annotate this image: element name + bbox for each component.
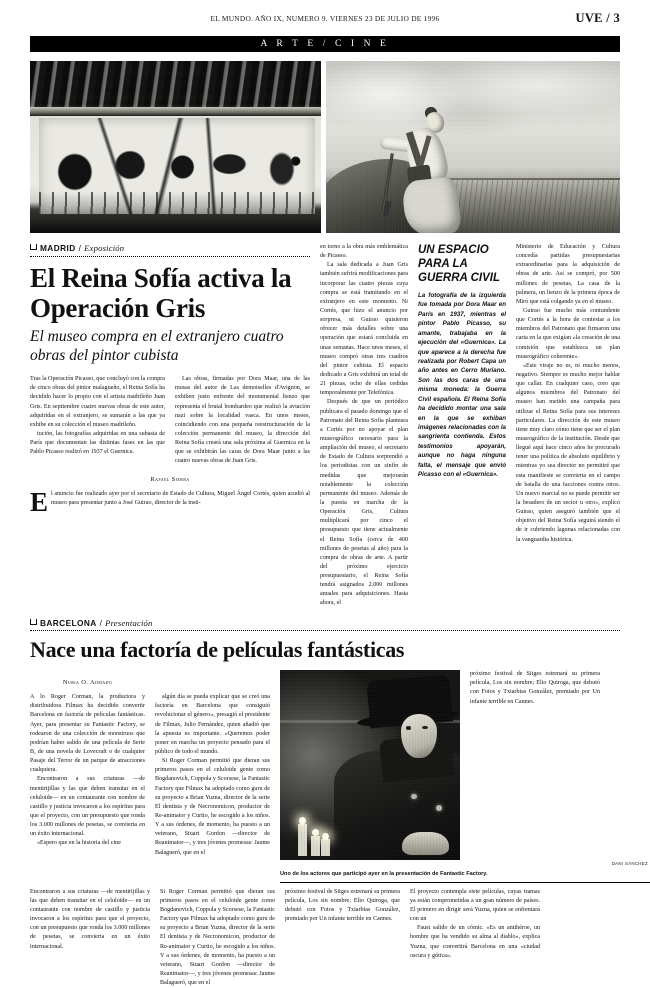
article2-para-5-cont: próximo festival de Sitges estrenará su primera película, Los sin nombre; Elio Quiroga, que debutó con Fotos y Txiarbias González, premiado por Un infante terrible en Cannes. — [285, 888, 400, 923]
square-bullet-icon — [30, 244, 37, 250]
article2-kicker-rule — [30, 630, 620, 631]
article2-para-0: A lo Roger Corman, la productora y distribuidora Filmax ha decidido convertir Barcelona en factoría de películas fantásticas. Ayer, para presentar su Fantastic Factory, se rodearon de una colección de monstruos que podrían haber salido de una película de Serie B, de una novela de Lovecraft o de cualquier Pasaje del Terror de un parque de atracciones cualquiera. — [30, 694, 145, 774]
masthead-section-folio: UVE / 3 — [575, 11, 620, 25]
article2-para-7: Faust salido de un cómic. «Es un antihéroe, un hombre que ha vendido su alma al diablo», explica Yuzna, que convertirá Barcelona en una «ciudad oscura y gótica». — [410, 925, 540, 959]
article2-footer-col-1 — [30, 888, 150, 988]
article2-para-5: próximo festival de Sitges estrenará su primera película, Los sin nombre; Elio Quiroga, que debutó con Fotos y Txiarbias González, premiado por Un infante terrible en Cannes. — [470, 671, 600, 705]
article1-dropcap-paragraph — [30, 486, 310, 517]
article2-para-3: algún día se pueda explicar que se creó una factoría en Barcelona que consiguió revolucionar el género», presagió el presidente de Filmax, Julio Fernández, quien añadió que la apuesta es importante. «Queremos poder poner en marcha un proyecto pensado para el público de todo el mundo. — [155, 694, 270, 756]
article1-headline: El Reina Sofía activa la Operación Gris — [30, 262, 292, 323]
article1-para-7: Guirao fue mucho más contundente que Cortés a la hora de contestar a los miembros del Patronato que firmaron una carta en la que exigían «la creación de una comisión que establezca un plan museográfico coherente». — [516, 307, 620, 360]
article1-para-2: Las obras, firmadas por Dora Maar, una de las musas del autor de Las demoiselles d'Avignon, se exhiben justo enfrente del monumental lienzo que representa el brutal bombardeo que realizó la aviación nazi sobre la localidad vasca. En unos meses, coincidiendo con una pequeña reestructuración de la colección permanente del museo, la dirección del Reina Sofía creará una sala próxima al Guernica en la que se exhibirán las caras de Dora Maar junto a las cuatro nuevas obras de Juan Gris. — [175, 376, 310, 465]
sidebox-paragraph: La fotografía de la izquierda fue tomada por Dora Maar en París en 1937, mientras el pintor Pablo Picasso, su amante, trabajaba en la ejecución del «Guernica». La que aparece a la derecha fue realizada por Robert Capa un año antes en Cerro Muriano. Son las dos caras de una misma moneda: la Guerra Civil española. El Reina Sofía ha decidido montar una sala en la que se exhiban imágenes relacionadas con la sangrienta contienda. Estos testimonios apoyarán, aunque no haga ninguna falta, el mensaje que envió Picasso con el «Guernica». — [418, 292, 506, 479]
article1-para-4: La sala dedicada a Juan Gris también sufrirá modificaciones para incorporar las cuatro piezas cuya compra se está tramitando en el extranjero en este momento. Ni Cortés, que hizo el anuncio por sorpresa, ni Guirao quisieron ofrecer más detalles sobre una operación que estará concluida en unas semanas. Hace unos meses, el museo compró otras tres cuadros del pintor cubista. El espacio dedicado a Gris exhibirá un total de 21 piezas, ocho de ellas cedidas temporalmente por Telefónica. — [320, 262, 408, 397]
article2-para-1-cont: Encontraron a sus criaturas —de mentirijillas y las que deben transitar en el celuloide— en un contaurante con nombre de castillo y justicia invocaron a los espíritus para que el proyecto, con un presupuesto que ronda los 3.000 millones de pesetas, se convierta en un éxito internacional. — [30, 888, 150, 950]
article1-kicker-place: MADRID — [40, 243, 76, 253]
article1-para-0: Tras la Operación Picasso, que concluyó con la compra de cinco obras del pintor malagueño, el Reina Sofía ha decidido hacer lo propio con el artista madrileño Juan Gris. En septiembre cuatro nuevas obras de este autor, adquiridas en el extranjero, se sumarán a las que ya exhibe en su colección el museo madrileño. — [30, 376, 165, 428]
article1-kicker-separator: / — [78, 243, 82, 253]
article2-para-4-cont: Si Roger Corman permitió que dieran sus primeros pasos en el celuloide gente como Bogdanovich, Coppola y Scorsese, la Fantastic Factory que Filmax ha adoptado como guru de su proyecto a Brian Yuzna, director de la serie El dentista y de Necronomicon, productor de Re-animator y Curtio, he escogido a los niños. Y a sus órdenes, de momento, ha puesto a un veterano, Stuart Gordon —director de Reanimator—, y tres jóvenes promesas: Jaume Balagueró, que en el — [160, 888, 275, 987]
article1-main-column — [30, 243, 310, 609]
sidebox-guerra-civil — [418, 243, 506, 609]
article1-para-1: tución, las fotografías adquiridas en una subasta de París que documentan las distintas fases en las que Pablo Picasso realizó en 1937 el Guernica. — [30, 431, 165, 456]
article1-right-text — [516, 243, 620, 545]
article1-kicker — [30, 243, 310, 253]
article2-kicker-separator: / — [99, 617, 103, 628]
photo-credit: DANI SÁNCHEZ — [611, 861, 648, 867]
section-bar — [30, 36, 620, 52]
sidebox-body — [418, 291, 506, 479]
article2-footer-col-4 — [410, 888, 540, 988]
article2-kicker — [30, 618, 620, 628]
article2-byline: Nuria O. Admado — [62, 679, 113, 687]
article2-para-4: Si Roger Corman permitió que dieran sus primeros pasos en el celuloide gente como Bogdanovich, Coppola y Scorsese, la Fantastic Factory que Filmax ha adoptado como guru de su proyecto a Brian Yuzna, director de la serie El dentista y de Necronomicon, productor de Re-animator y Curtio, he escogido a los niños. Y a sus órdenes, de momento, ha puesto a un veterano, Stuart Gordon —director de Reanimator—, y tres jóvenes promesas: Jaume Balagueró, que en el — [155, 758, 270, 856]
sidebox-title: UN ESPACIO PARA LA GUERRA CIVIL — [418, 244, 500, 285]
masthead-dateline: EL MUNDO. AÑO IX, NUMERO 9. VIERNES 23 DE JULIO DE 1996 — [210, 14, 440, 23]
article2-para-1: Encontraron a sus criaturas —de mentirijillas y las que deben transitar en el celuloide— en un contaurante con nombre de castillo y justicia invocaron a los espíritus para que el proyecto, con un presupuesto que ronda los 3.000 millones de pesetas, se convierta en un éxito internacional. — [30, 776, 145, 838]
article-fantastic-factory — [30, 617, 648, 988]
section-bar-label: A R T E / C I N E — [260, 39, 390, 49]
article1-para-8: «Este viraje no es, ni mucho menos, negativo. Siempre es mucho mejor hablar que callar. En cualquier caso, creo que algunos miembros del Patronato del museo han metido una campaña para utilizar el Reina Sofía para sus intereses particulares. La dirección de este museo tiene muy claro cómo tiene que ser el plan museográfico de la institución. Desde que llegué aquí hace cinco años he procurado tener una política de absoluto equilibrio y mientras yo sea director no permitiré que esta manifieste se convierta en el campo de batalla de una facciones contra otros. Un nuevo marcial no se puede permitir ser la besadero de un sector u otro», explicó Guirao, quien aseguró también que el objetivo del Reina Sofía seguirá siendo el de ir cubriendo lagunas relacionadas con la vanguardia histórica. — [516, 362, 620, 543]
article2-para-6: El proyecto contempla siete películas, cuyas tramas ya están comprometidas a un gran número de países. El primero en dirigir será Yuzna, quien se enfrentará con un — [410, 888, 540, 923]
article1-kicker-type: Exposición — [84, 243, 125, 253]
article2-photo-caption: Uno de los actores que participó ayer en la presentación de Fantastic Factory. — [280, 871, 650, 883]
article1-dropcap-text: l anuncio fue realizado ayer por el secretario de Estado de Cultura, Miguel Ángel Cortés, quien acudió al museo para presentar junto a José Guirao, director de la insti- — [51, 490, 310, 506]
article1-subhead: El museo compra en el extranjero cuatro obras del pintor cubista — [30, 327, 284, 364]
article1-dropcap-letter: E — [30, 486, 49, 517]
article2-left-text — [30, 693, 270, 858]
article2-right-text — [470, 670, 600, 707]
article2-right-column — [470, 670, 600, 860]
article2-caption-block — [280, 861, 650, 883]
article2-kicker-type: Presentación — [105, 617, 153, 628]
article1-byline: Rafael Sierra — [150, 475, 190, 483]
photo-fantastic-factory-actor — [280, 670, 460, 860]
article1-right-column — [516, 243, 620, 609]
article1-lead-columns — [30, 375, 310, 466]
masthead — [30, 0, 620, 30]
article2-footer-col-3 — [285, 888, 400, 988]
square-bullet-icon — [30, 619, 37, 625]
article2-body — [30, 670, 620, 860]
article2-para-2: «Espero que en la historia del cine — [37, 840, 121, 847]
article-reina-sofia — [30, 243, 620, 609]
photo-guernica-dora-maar — [30, 61, 321, 233]
article1-para-3: en torno a la obra más emblemática de Picasso. — [320, 244, 408, 260]
article1-kicker-rule — [30, 256, 310, 257]
article2-footer-col-2 — [160, 888, 275, 988]
article1-para-6: Ministerio de Educación y Cultura concedía partidas presupuestarias extraordinarias para la adquisición de obras de arte. Así se compró, por 500 millones de pesetas, La casa de la palmera, un lienzo de la primera época de Miró que está colgando ya en el museo. — [516, 244, 620, 305]
article2-footer-columns — [30, 888, 620, 988]
article1-continuation-column — [320, 243, 408, 609]
article1-para-5: Después de que un periódico publicara el pasado domingo que el Patronato del Reina Sofía planteara a Cortés por no apoyar el plan museográfico necesario para la ampliación del museo, el secretario de Estado de Cultura sorprendió a los periodistas con un sinfín de medidas que mejorarán notablemente la colección permanente del museo. Además de la puesta en marcha de la Operación Gris, Cultura multiplicará por cinco el presupuesto que tiene actualmente el Reina Sofía (cerca de 400 millones de pesetas al año) para la compra de obras de arte. A partir del próximo ejercicio presupuestario, el Reina Sofía tendrá asignados 2.000 millones anuales para adquisiciones. Hasta ahora, el — [320, 399, 408, 607]
article1-continuation-text — [320, 243, 408, 609]
photo-strip — [30, 61, 620, 233]
article2-headline: Nace una factoría de películas fantásticas — [30, 637, 405, 663]
article2-kicker-place: BARCELONA — [40, 617, 97, 628]
article2-left-columns — [30, 670, 270, 860]
photo-capa-falling-soldier — [326, 61, 620, 233]
article2-photo-column — [280, 670, 460, 860]
